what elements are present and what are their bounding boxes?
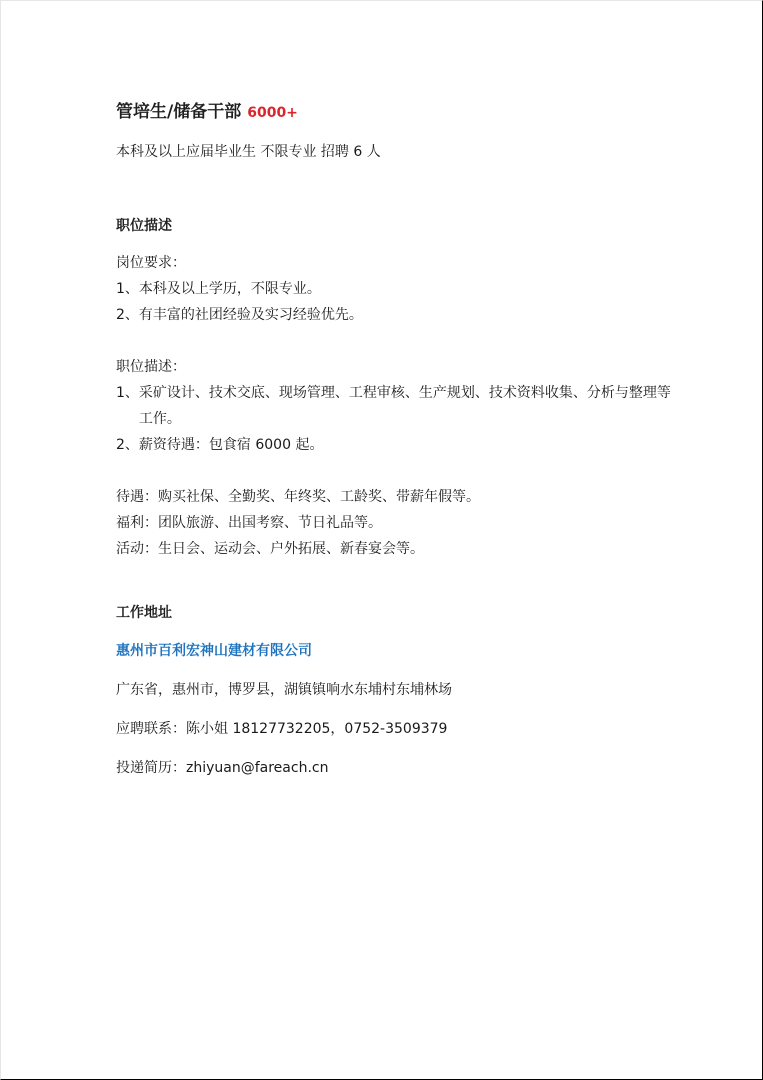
benefits-block <box>116 484 676 562</box>
duty-number: 2、 <box>116 437 139 453</box>
job-header <box>116 97 676 127</box>
duty-text: 薪资待遇：包食宿 6000 起。 <box>138 437 324 453</box>
duty-text: 采矿设计、技术交底、现场管理、工程审核、生产规划、技术资料收集、分析与整理等工作。 <box>138 385 671 427</box>
company-name: 惠州市百利宏神山建材有限公司 <box>116 643 312 659</box>
requirements-block <box>116 250 676 328</box>
requirement-item <box>116 302 676 328</box>
duties-block <box>116 354 676 458</box>
requirement-number: 2、 <box>116 307 139 323</box>
requirement-item <box>116 276 676 302</box>
job-posting <box>116 97 676 779</box>
duty-item <box>116 432 676 458</box>
benefit-line: 活动：生日会、运动会、户外拓展、新春宴会等。 <box>116 541 424 557</box>
description-heading: 职位描述 <box>116 218 172 234</box>
job-subtitle: 本科及以上应届毕业生 不限专业 招聘 6 人 <box>116 144 381 160</box>
company-location: 广东省，惠州市，博罗县，湖镇镇响水东埔村东埔林场 <box>116 682 452 698</box>
requirement-number: 1、 <box>116 281 139 297</box>
contact-info: 应聘联系：陈小姐 18127732205，0752-3509379 <box>116 721 448 737</box>
address-heading: 工作地址 <box>116 605 172 621</box>
benefit-line: 待遇：购买社保、全勤奖、年终奖、工龄奖、带薪年假等。 <box>116 489 480 505</box>
requirements-label: 岗位要求： <box>116 255 186 271</box>
requirement-text: 本科及以上学历，不限专业。 <box>138 281 321 297</box>
salary-badge: 6000+ <box>247 105 298 121</box>
resume-email: 投递简历：zhiyuan@fareach.cn <box>116 760 329 776</box>
duties-label: 职位描述： <box>116 359 186 375</box>
duty-number: 1、 <box>116 385 139 401</box>
duty-item <box>116 380 676 432</box>
requirement-text: 有丰富的社团经验及实习经验优先。 <box>138 307 363 323</box>
job-title: 管培生/储备干部 <box>116 102 242 122</box>
benefit-line: 福利：团队旅游、出国考察、节日礼品等。 <box>116 515 382 531</box>
